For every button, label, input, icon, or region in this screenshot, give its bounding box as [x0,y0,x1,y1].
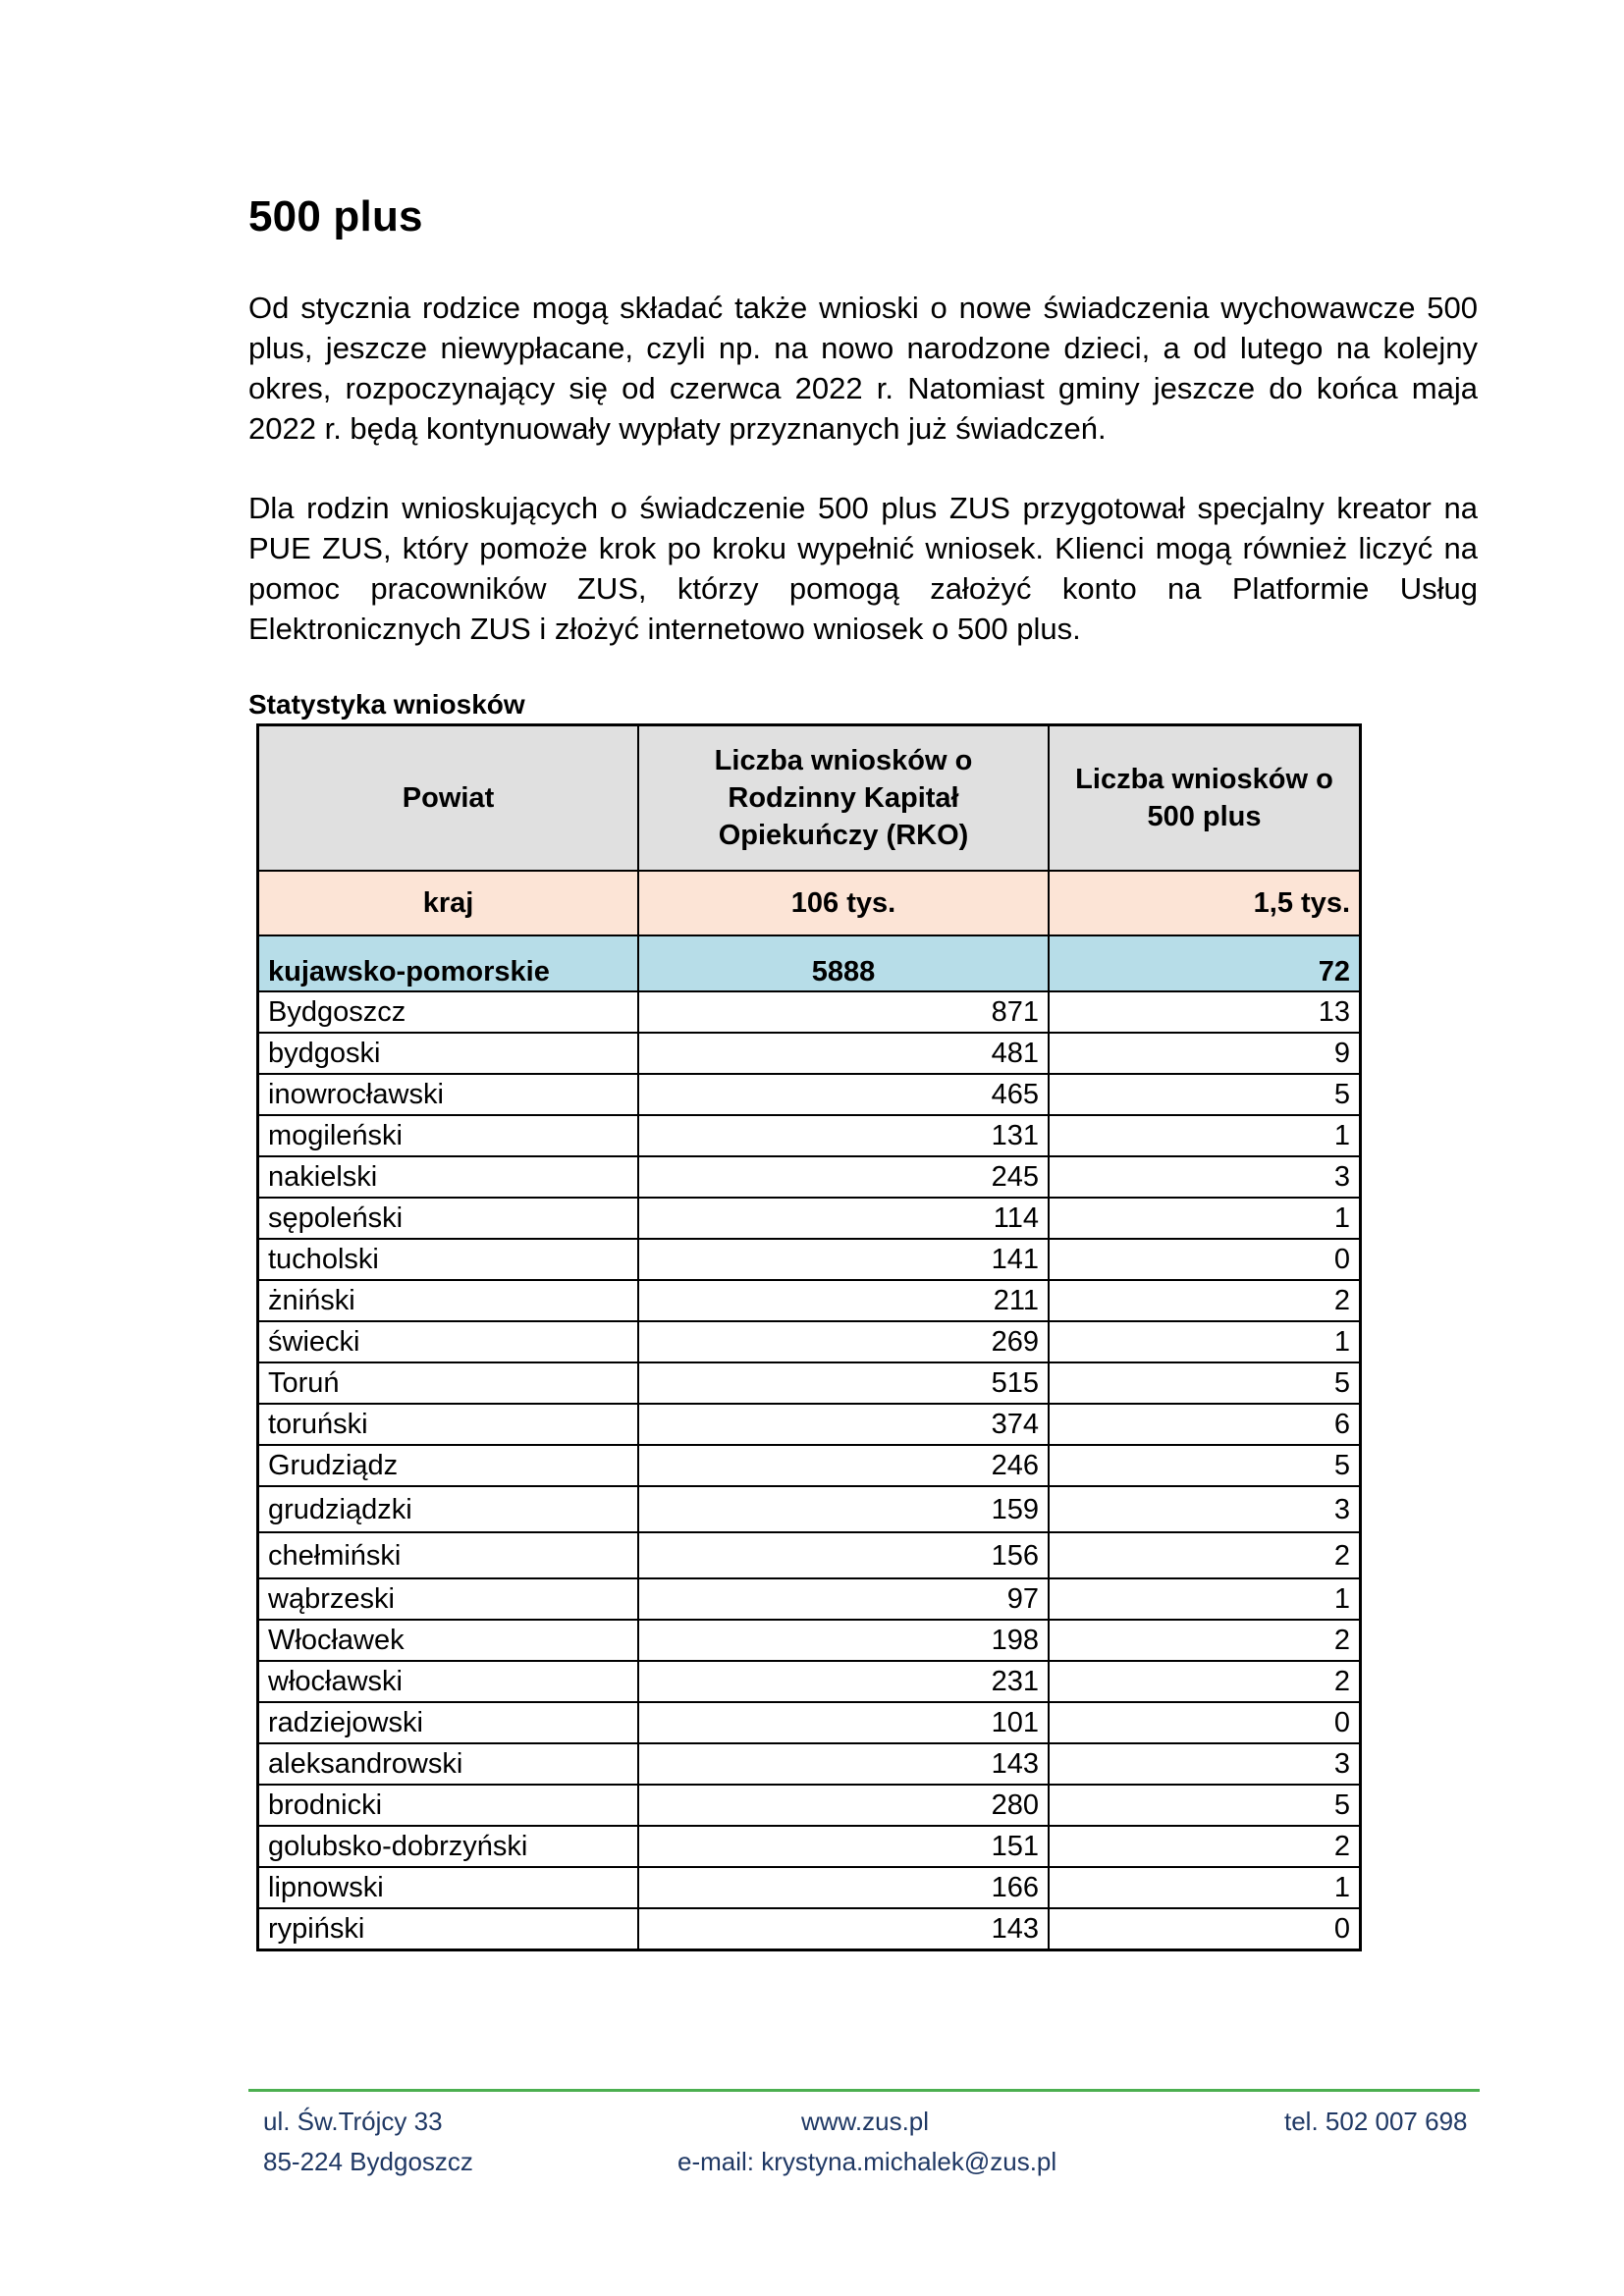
powiat-cell: radziejowski [258,1702,638,1743]
table-row [258,1702,1360,1743]
rko-value-cell: 465 [638,1074,1049,1115]
rko-value-cell: 515 [638,1362,1049,1404]
500plus-value-cell: 2 [1049,1826,1360,1867]
500plus-value-cell: 3 [1049,1743,1360,1785]
table-row [258,1198,1360,1239]
powiat-cell: Bydgoszcz [258,991,638,1033]
table-row [258,991,1360,1033]
500plus-value-cell: 13 [1049,991,1360,1033]
table-row [258,1785,1360,1826]
table-row [258,1445,1360,1486]
500plus-value-cell: 5 [1049,1074,1360,1115]
powiat-cell: aleksandrowski [258,1743,638,1785]
region-500plus-value: 72 [1049,935,1360,991]
table-row [258,1033,1360,1074]
powiat-cell: świecki [258,1321,638,1362]
rko-value-cell: 159 [638,1486,1049,1532]
rko-value-cell: 156 [638,1532,1049,1578]
rko-value-cell: 871 [638,991,1049,1033]
powiat-cell: tucholski [258,1239,638,1280]
footer-website[interactable]: www.zus.pl [801,2107,930,2136]
powiat-cell: mogileński [258,1115,638,1156]
rko-value-cell: 97 [638,1578,1049,1620]
rko-value-cell: 246 [638,1445,1049,1486]
table-row [258,1239,1360,1280]
powiat-cell: żniński [258,1280,638,1321]
500plus-value-cell: 5 [1049,1362,1360,1404]
rko-value-cell: 101 [638,1702,1049,1743]
region-rko-value: 5888 [638,935,1049,991]
rko-value-cell: 131 [638,1115,1049,1156]
rko-value-cell: 198 [638,1620,1049,1661]
table-row [258,1280,1360,1321]
rko-value-cell: 141 [638,1239,1049,1280]
powiat-cell: nakielski [258,1156,638,1198]
footer-phone: tel. 502 007 698 [1284,2107,1468,2136]
rko-value-cell: 269 [638,1321,1049,1362]
footer-email[interactable]: e-mail: krystyna.michalek@zus.pl [677,2147,1057,2176]
table-row [258,1321,1360,1362]
500plus-value-cell: 6 [1049,1404,1360,1445]
column-header-rko: Liczba wniosków o Rodzinny Kapitał Opiekuńczy (RKO) [638,725,1049,871]
500plus-value-cell: 2 [1049,1661,1360,1702]
powiat-cell: golubsko-dobrzyński [258,1826,638,1867]
powiat-cell: Włocławek [258,1620,638,1661]
powiat-cell: grudziądzki [258,1486,638,1532]
table-row [258,1532,1360,1578]
500plus-value-cell: 0 [1049,1702,1360,1743]
500plus-value-cell: 3 [1049,1486,1360,1532]
footer-divider [248,2089,1480,2092]
table-row [258,1867,1360,1908]
500plus-value-cell: 1 [1049,1321,1360,1362]
powiat-cell: brodnicki [258,1785,638,1826]
500plus-value-cell: 3 [1049,1156,1360,1198]
powiat-cell: Grudziądz [258,1445,638,1486]
powiat-cell: chełmiński [258,1532,638,1578]
kraj-row [258,871,1360,935]
table-row [258,1578,1360,1620]
paragraph-2: Dla rodzin wnioskujących o świadczenie 500 plus ZUS przygotował specjalny kreator na PUE ZUS, który pomoże krok po kroku wypełnić wniosek. Klienci mogą również liczyć na pomoc pracowników ZUS, którzy pomogą założyć konto na Platformie Usług Elektronicznych ZUS i złożyć internetowo wniosek o 500 plus. [248,491,1478,646]
column-header-powiat: Powiat [258,725,638,871]
rko-value-cell: 166 [638,1867,1049,1908]
500plus-value-cell: 0 [1049,1239,1360,1280]
table-row [258,1743,1360,1785]
column-header-500plus: Liczba wniosków o 500 plus [1049,725,1360,871]
table-title: Statystyka wniosków [248,689,525,720]
powiat-cell: bydgoski [258,1033,638,1074]
footer-address-line2: 85-224 Bydgoszcz [263,2147,473,2176]
500plus-value-cell: 1 [1049,1115,1360,1156]
powiat-cell: sępoleński [258,1198,638,1239]
rko-value-cell: 280 [638,1785,1049,1826]
rko-value-cell: 211 [638,1280,1049,1321]
table-row [258,1362,1360,1404]
table-row [258,1908,1360,1949]
table-row [258,1404,1360,1445]
500plus-value-cell: 9 [1049,1033,1360,1074]
rko-value-cell: 231 [638,1661,1049,1702]
powiat-cell: włocławski [258,1661,638,1702]
500plus-value-cell: 1 [1049,1867,1360,1908]
500plus-value-cell: 0 [1049,1908,1360,1949]
powiat-cell: inowrocławski [258,1074,638,1115]
rko-value-cell: 374 [638,1404,1049,1445]
table-row [258,1826,1360,1867]
rko-value-cell: 143 [638,1743,1049,1785]
table-header-row [258,725,1360,871]
powiat-cell: wąbrzeski [258,1578,638,1620]
powiat-cell: toruński [258,1404,638,1445]
500plus-value-cell: 5 [1049,1785,1360,1826]
rko-value-cell: 481 [638,1033,1049,1074]
kraj-500plus-value: 1,5 tys. [1049,871,1360,935]
table-row [258,1620,1360,1661]
kraj-label: kraj [258,871,638,935]
table-row [258,1115,1360,1156]
rko-value-cell: 245 [638,1156,1049,1198]
rko-value-cell: 151 [638,1826,1049,1867]
500plus-value-cell: 1 [1049,1578,1360,1620]
region-label: kujawsko-pomorskie [258,935,638,991]
powiat-cell: Toruń [258,1362,638,1404]
500plus-value-cell: 2 [1049,1280,1360,1321]
500plus-value-cell: 5 [1049,1445,1360,1486]
table-row [258,1074,1360,1115]
powiat-cell: lipnowski [258,1867,638,1908]
table-row [258,1156,1360,1198]
500plus-value-cell: 2 [1049,1532,1360,1578]
table-row [258,1486,1360,1532]
powiat-cell: rypiński [258,1908,638,1949]
table-row [258,1661,1360,1702]
500plus-value-cell: 1 [1049,1198,1360,1239]
footer-address-line1: ul. Św.Trójcy 33 [263,2107,443,2136]
statistics-table [257,724,1361,1950]
page-title: 500 plus [248,192,423,240]
region-row [258,935,1360,991]
kraj-rko-value: 106 tys. [638,871,1049,935]
500plus-value-cell: 2 [1049,1620,1360,1661]
paragraph-1: Od stycznia rodzice mogą składać także wnioski o nowe świadczenia wychowawcze 500 plus, jeszcze niewypłacane, czyli np. na nowo narodzone dzieci, a od lutego na kolejny okres, rozpoczynający się od czerwca 2022 r. Natomiast gminy jeszcze do końca maja 2022 r. będą kontynuowały wypłaty przyznanych już świadczeń. [248,291,1478,446]
rko-value-cell: 114 [638,1198,1049,1239]
rko-value-cell: 143 [638,1908,1049,1949]
